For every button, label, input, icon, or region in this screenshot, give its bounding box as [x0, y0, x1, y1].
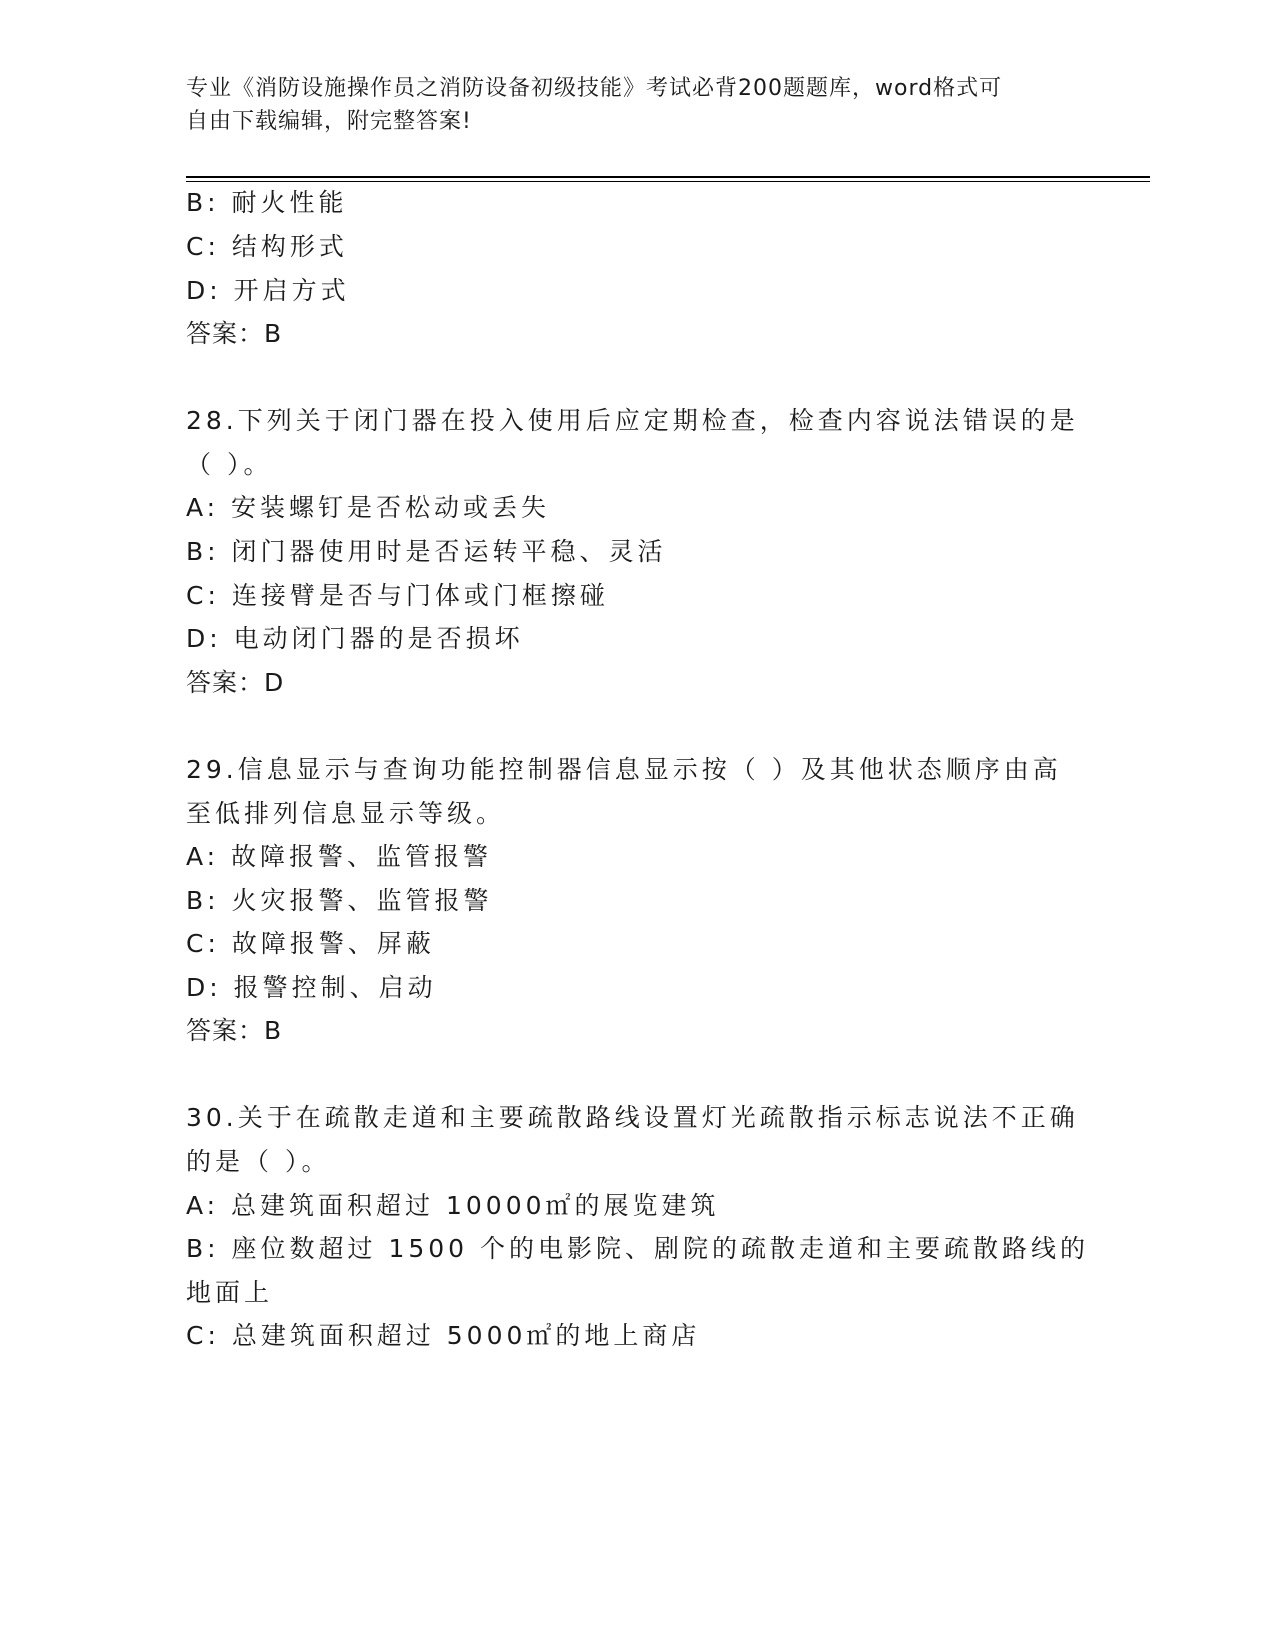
- q30-option-b-line-1: B: 座位数超过 1500 个的电影院、剧院的疏散走道和主要疏散路线的: [186, 1234, 1090, 1263]
- q30-stem-line-2: 的是（ ）。: [186, 1147, 331, 1176]
- q28-answer: 答案：D: [186, 668, 285, 697]
- q29-option-a: A: 故障报警、监管报警: [186, 842, 493, 871]
- header-title-line-2: 自由下载编辑，附完整答案!: [186, 109, 472, 134]
- q27-option-b: B: 耐火性能: [186, 188, 348, 217]
- q30-option-a: A: 总建筑面积超过 10000㎡的展览建筑: [186, 1191, 720, 1220]
- q29-option-c: C: 故障报警、屏蔽: [186, 929, 435, 958]
- q28-option-c: C: 连接臂是否与门体或门框擦碰: [186, 581, 609, 610]
- q27-option-c: C: 结构形式: [186, 232, 348, 261]
- page-header: [186, 72, 1066, 138]
- header-divider-thick: [186, 176, 1150, 178]
- q28-option-b: B: 闭门器使用时是否运转平稳、灵活: [186, 537, 667, 566]
- q29-option-d: D: 报警控制、启动: [186, 973, 437, 1002]
- q29-stem-line-1: 29.信息显示与查询功能控制器信息显示按（ ）及其他状态顺序由高: [186, 755, 1062, 784]
- q30-stem-line-1: 30.关于在疏散走道和主要疏散路线设置灯光疏散指示标志说法不正确: [186, 1103, 1079, 1132]
- header-title-line-1: 专业《消防设施操作员之消防设备初级技能》考试必背200题题库，word格式可: [186, 76, 1003, 101]
- q27-option-d: D: 开启方式: [186, 276, 350, 305]
- q28-stem-line-2: （ ）。: [186, 450, 273, 479]
- q29-answer: 答案：B: [186, 1016, 283, 1045]
- q29-stem-line-2: 至低排列信息显示等级。: [186, 799, 506, 828]
- q30-option-c: C: 总建筑面积超过 5000㎡的地上商店: [186, 1321, 701, 1350]
- q28-option-a: A: 安装螺钉是否松动或丢失: [186, 493, 551, 522]
- q27-answer: 答案：B: [186, 319, 283, 348]
- q28-option-d: D: 电动闭门器的是否损坏: [186, 624, 524, 653]
- q28-stem-line-1: 28.下列关于闭门器在投入使用后应定期检查，检查内容说法错误的是: [186, 406, 1079, 435]
- q30-option-b-line-2: 地面上: [186, 1278, 274, 1307]
- q29-option-b: B: 火灾报警、监管报警: [186, 886, 493, 915]
